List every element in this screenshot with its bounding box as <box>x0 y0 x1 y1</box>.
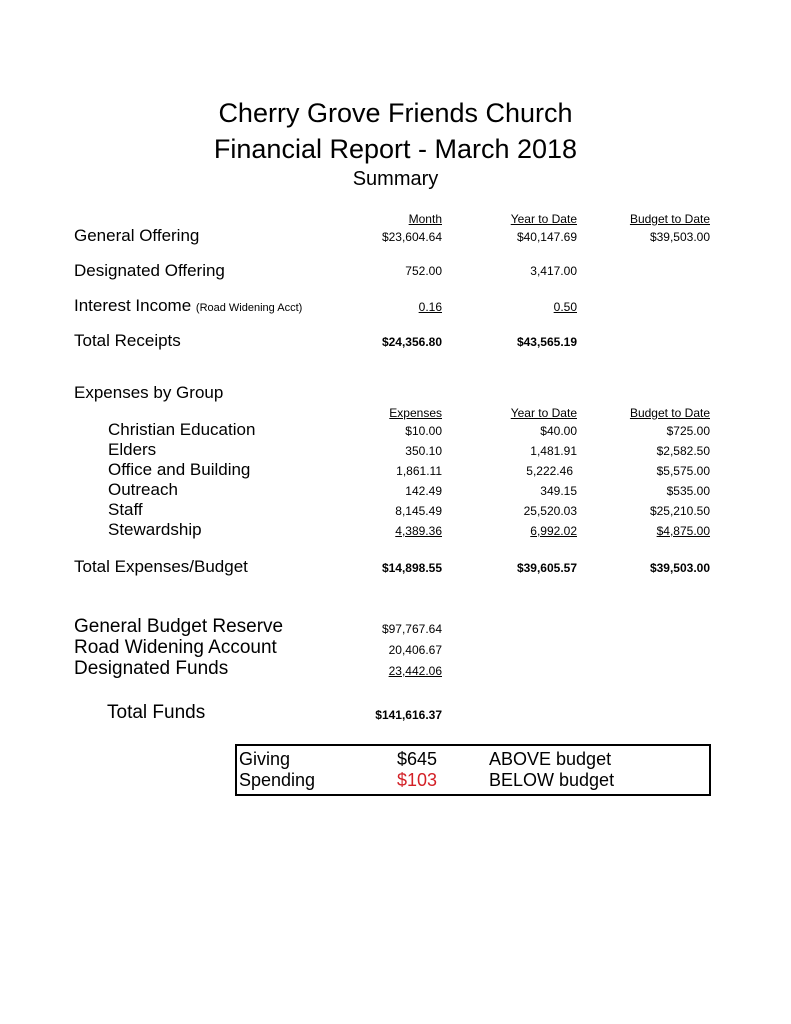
report-title-line1: Cherry Grove Friends Church <box>218 98 573 128</box>
total-funds-label: Total Funds <box>107 702 206 723</box>
exp-outreach-ytd: 349.15 <box>540 484 577 498</box>
exp-office-building-month: 1,861.11 <box>396 464 442 478</box>
total-receipts-month: $24,356.80 <box>381 335 442 349</box>
giving-label: Giving <box>239 749 291 769</box>
exp-outreach-month: 142.49 <box>405 484 442 498</box>
spending-amount: $103 <box>397 770 438 790</box>
row-label-designated-offering: Designated Offering <box>74 261 225 280</box>
fund-label-designated-funds: Designated Funds <box>74 658 229 679</box>
exp-office-building-ytd: 5,222.46 <box>526 464 573 478</box>
general-offering-budget: $39,503.00 <box>649 230 710 244</box>
fund-label-road-widening: Road Widening Account <box>74 637 277 658</box>
exp-stewardship-budget: $4,875.00 <box>656 524 710 538</box>
exp-label-elders: Elders <box>108 440 157 459</box>
spending-status: BELOW budget <box>489 770 615 790</box>
total-expenses-month: $14,898.55 <box>381 561 442 575</box>
exp-staff-budget: $25,210.50 <box>649 504 710 518</box>
total-expenses-budget: $39,503.00 <box>649 561 710 575</box>
report-subtitle: Summary <box>352 168 439 190</box>
designated-offering-month: 752.00 <box>405 264 442 278</box>
row-label-general-offering: General Offering <box>74 226 200 245</box>
fund-road-widening-value: 20,406.67 <box>388 643 442 657</box>
row-label-interest-income <box>74 296 302 318</box>
exp-col-header-budget: Budget to Date <box>629 406 710 420</box>
col-header-budget: Budget to Date <box>629 212 710 226</box>
exp-col-header-ytd: Year to Date <box>510 406 577 420</box>
exp-elders-month: 350.10 <box>405 444 442 458</box>
giving-status: ABOVE budget <box>489 749 612 769</box>
interest-income-label: Interest Income <box>74 296 192 315</box>
expenses-section-label: Expenses by Group <box>74 383 224 402</box>
spending-label: Spending <box>239 770 316 790</box>
exp-col-header-expenses: Expenses <box>389 406 442 420</box>
designated-offering-ytd: 3,417.00 <box>530 264 577 278</box>
interest-income-ytd: 0.50 <box>553 300 577 314</box>
budget-summary-box <box>235 744 711 796</box>
total-funds-value: $141,616.37 <box>375 708 442 722</box>
exp-label-staff: Staff <box>108 500 143 519</box>
fund-designated-funds-value: 23,442.06 <box>388 664 442 678</box>
report-title-line2: Financial Report - March 2018 <box>213 134 578 164</box>
exp-christian-education-ytd: $40.00 <box>540 424 577 438</box>
col-header-month: Month <box>408 212 442 226</box>
fund-label-general-budget-reserve: General Budget Reserve <box>74 616 284 637</box>
fund-general-budget-reserve-value: $97,767.64 <box>381 622 442 636</box>
general-offering-ytd: $40,147.69 <box>516 230 577 244</box>
total-receipts-ytd: $43,565.19 <box>516 335 577 349</box>
giving-amount: $645 <box>397 749 438 769</box>
exp-office-building-budget: $5,575.00 <box>656 464 710 478</box>
interest-income-month: 0.16 <box>418 300 442 314</box>
exp-stewardship-month: 4,389.36 <box>395 524 442 538</box>
exp-label-office-building: Office and Building <box>108 460 251 479</box>
exp-elders-budget: $2,582.50 <box>656 444 710 458</box>
exp-stewardship-ytd: 6,992.02 <box>530 524 577 538</box>
exp-label-outreach: Outreach <box>108 480 178 499</box>
general-offering-month: $23,604.64 <box>381 230 442 244</box>
exp-elders-ytd: 1,481.91 <box>530 444 577 458</box>
row-label-total-expenses: Total Expenses/Budget <box>74 557 248 576</box>
exp-label-stewardship: Stewardship <box>108 520 202 539</box>
exp-staff-month: 8,145.49 <box>395 504 442 518</box>
row-label-total-receipts: Total Receipts <box>74 331 181 350</box>
exp-christian-education-budget: $725.00 <box>666 424 710 438</box>
exp-label-christian-education: Christian Education <box>108 420 256 439</box>
exp-staff-ytd: 25,520.03 <box>523 504 577 518</box>
interest-income-note: (Road Widening Acct) <box>195 302 303 314</box>
exp-christian-education-month: $10.00 <box>405 424 442 438</box>
col-header-ytd: Year to Date <box>510 212 577 226</box>
exp-outreach-budget: $535.00 <box>666 484 710 498</box>
total-expenses-ytd: $39,605.57 <box>516 561 577 575</box>
